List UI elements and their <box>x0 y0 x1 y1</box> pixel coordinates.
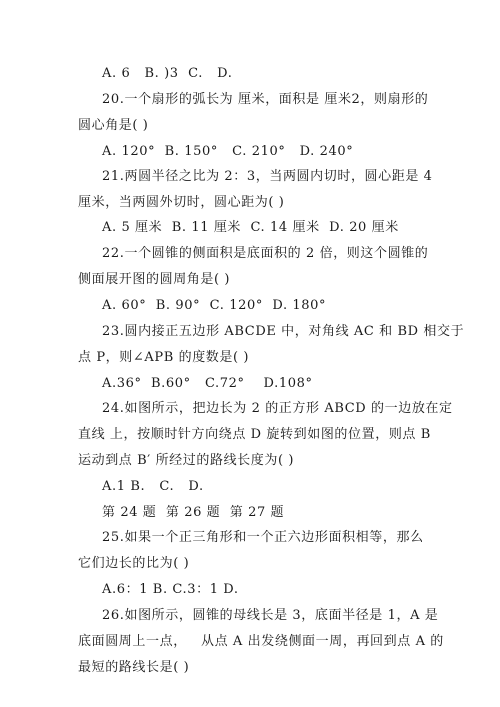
q21-options: A. 5 厘米 B. 11 厘米 C. 14 厘米 D. 20 厘米 <box>102 220 399 235</box>
q25-stem-line-2: 它们边长的比为( ) <box>78 556 190 571</box>
q24-stem-line-2: 直线 上，按顺时针方向绕点 D 旋转到如图的位置，则点 B <box>78 427 431 442</box>
q26-stem-line-2: 底面圆周上一点， 从点 A 出发绕侧面一周，再回到点 A 的 <box>78 634 444 649</box>
figure-captions: 第 24 题 第 26 题 第 27 题 <box>102 505 285 520</box>
q24-stem-line-1: 24.如图所示，把边长为 2 的正方形 ABCD 的一边放在定 <box>102 401 453 416</box>
q25-stem-line-1: 25.如果一个正三角形和一个正六边形面积相等，那么 <box>102 530 424 545</box>
q23-options: A.36° B.60° C.72° D.108° <box>102 376 313 391</box>
q26-stem-line-1: 26.如图所示，圆锥的母线长是 3，底面半径是 1，A 是 <box>102 608 439 623</box>
q26-stem-line-3: 最短的路线长是( ) <box>78 660 190 675</box>
q25-options: A.6：1 B. C.3：1 D. <box>102 582 239 597</box>
q24-options: A.1 B. C. D. <box>102 479 204 494</box>
q22-options: A. 60° B. 90° C. 120° D. 180° <box>102 298 327 313</box>
q23-stem-line-2: 点 P，则∠APB 的度数是( ) <box>78 350 250 365</box>
q24-stem-line-3: 运动到点 B′ 所经过的路线长度为( ) <box>78 453 295 468</box>
q21-stem-line-2: 厘米，当两圆外切时，圆心距为( ) <box>78 195 285 210</box>
q21-stem-line-1: 21.两圆半径之比为 2：3，当两圆内切时，圆心距是 4 <box>102 169 433 184</box>
q20-stem-line-1: 20.一个扇形的弧长为 厘米，面积是 厘米2，则扇形的 <box>102 92 429 107</box>
q20-stem-line-2: 圆心角是( ) <box>78 118 149 133</box>
q23-stem-line-1: 23.圆内接正五边形 ABCDE 中，对角线 AC 和 BD 相交于 <box>102 324 465 339</box>
q22-stem-line-2: 侧面展开图的圆周角是( ) <box>78 272 231 287</box>
q19-options: A. 6 B. )3 C. D. <box>102 66 233 81</box>
q20-options: A. 120° B. 150° C. 210° D. 240° <box>102 144 354 159</box>
q22-stem-line-1: 22.一个圆锥的侧面积是底面积的 2 倍，则这个圆锥的 <box>102 246 429 261</box>
